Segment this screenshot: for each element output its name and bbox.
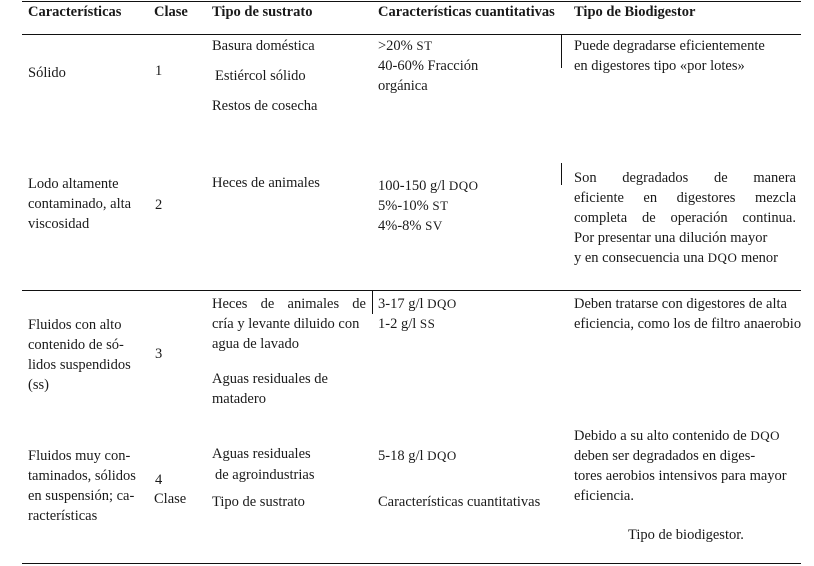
column-divider-1 <box>372 290 373 314</box>
row2-caracteristicas-3: viscosidad <box>28 216 90 232</box>
row3-caracteristicas-2: contenido de só- <box>28 337 124 353</box>
column-divider-2 <box>561 34 562 68</box>
row4-sustrato-2: de agroindustrias <box>215 467 315 483</box>
row2-bio-5: y en consecuencia una DQO menor <box>574 250 779 266</box>
header-caracteristicas: Características <box>28 4 122 20</box>
row3-sustrato-1: Heces de animales de <box>212 296 366 312</box>
row3-sustrato-2: cría y levante diluido con <box>212 316 360 332</box>
row4-bio-3: tores aerobios intensivos para mayor <box>574 468 787 484</box>
row4-caracteristicas-4: racterísticas <box>28 508 98 524</box>
row3-cuant-1: 3-17 g/l DQO <box>378 296 457 312</box>
bottom-rule <box>22 563 801 564</box>
row1-cuant-3: orgánica <box>378 78 428 94</box>
row2-sustrato-1: Heces de animales <box>212 175 320 191</box>
row-rule-2 <box>22 290 801 291</box>
row4-bio-2: deben ser degradados en diges- <box>574 448 756 464</box>
row3-bio-1: Deben tratarse con digestores de alta <box>574 296 787 312</box>
row4-cuant-1: 5-18 g/l DQO <box>378 448 457 464</box>
row1-sustrato-2: Estiércol sólido <box>215 68 306 84</box>
row4-caracteristicas-1: Fluidos muy con- <box>28 448 131 464</box>
row4-bio-1: Debido a su alto contenido de DQO <box>574 428 781 444</box>
row2-bio-3: completa de operación continua. <box>574 210 796 226</box>
row4-sustrato-3: Tipo de sustrato <box>212 494 305 510</box>
row4-caracteristicas-3: en suspensión; ca- <box>28 488 135 504</box>
row3-cuant-2: 1-2 g/l SS <box>378 316 436 332</box>
header-caracteristicas-cuantitativas: Características cuantitativas <box>378 4 555 20</box>
row3-caracteristicas-3: lidos suspendidos <box>28 357 131 373</box>
row2-cuant-2: 5%-10% ST <box>378 198 449 214</box>
row3-sustrato-5: matadero <box>212 391 266 407</box>
row4-sustrato-1: Aguas residuales <box>212 446 311 462</box>
row1-sustrato-3: Restos de cosecha <box>212 98 318 114</box>
column-divider-3 <box>561 163 562 185</box>
row4-cuant-2: Características cuantitativas <box>378 494 541 510</box>
row2-cuant-3: 4%-8% SV <box>378 218 443 234</box>
row2-caracteristicas-1: Lodo altamente <box>28 176 119 192</box>
header-tipo-biodigestor: Tipo de Biodigestor <box>574 4 696 20</box>
row4-bio-4: eficiencia. <box>574 488 634 504</box>
row3-caracteristicas-1: Fluidos con alto <box>28 317 122 333</box>
row4-clase-1: 4 <box>155 472 163 488</box>
row1-sustrato-1: Basura doméstica <box>212 38 315 54</box>
header-rule <box>22 34 801 35</box>
row2-cuant-1: 100-150 g/l DQO <box>378 178 479 194</box>
row1-cuant-1: >20% ST <box>378 38 433 54</box>
row4-clase-2: Clase <box>154 491 187 507</box>
row2-clase: 2 <box>155 197 163 213</box>
row1-clase: 1 <box>155 63 163 79</box>
row3-bio-2: eficiencia, como los de filtro anaerobio <box>574 316 802 332</box>
row4-bio-5: Tipo de biodigestor. <box>628 527 744 543</box>
row2-bio-1: Son degradados de manera <box>574 170 796 186</box>
row2-bio-4: Por presentar una dilución mayor <box>574 230 768 246</box>
row2-caracteristicas-2: contaminado, alta <box>28 196 132 212</box>
row3-clase: 3 <box>155 346 163 362</box>
header-tipo-sustrato: Tipo de sustrato <box>212 4 313 20</box>
row3-sustrato-4: Aguas residuales de <box>212 371 328 387</box>
row1-bio-2: en digestores tipo «por lotes» <box>574 58 745 74</box>
row2-bio-2: eficiente en digestores mezcla <box>574 190 796 206</box>
header-clase: Clase <box>154 4 188 20</box>
row4-caracteristicas-2: taminados, sólidos <box>28 468 136 484</box>
row1-caracteristicas: Sólido <box>28 65 66 81</box>
row1-cuant-2: 40-60% Fracción <box>378 58 479 74</box>
row1-bio-1: Puede degradarse eficientemente <box>574 38 765 54</box>
row3-caracteristicas-4: (ss) <box>28 377 49 393</box>
row3-sustrato-3: agua de lavado <box>212 336 299 352</box>
